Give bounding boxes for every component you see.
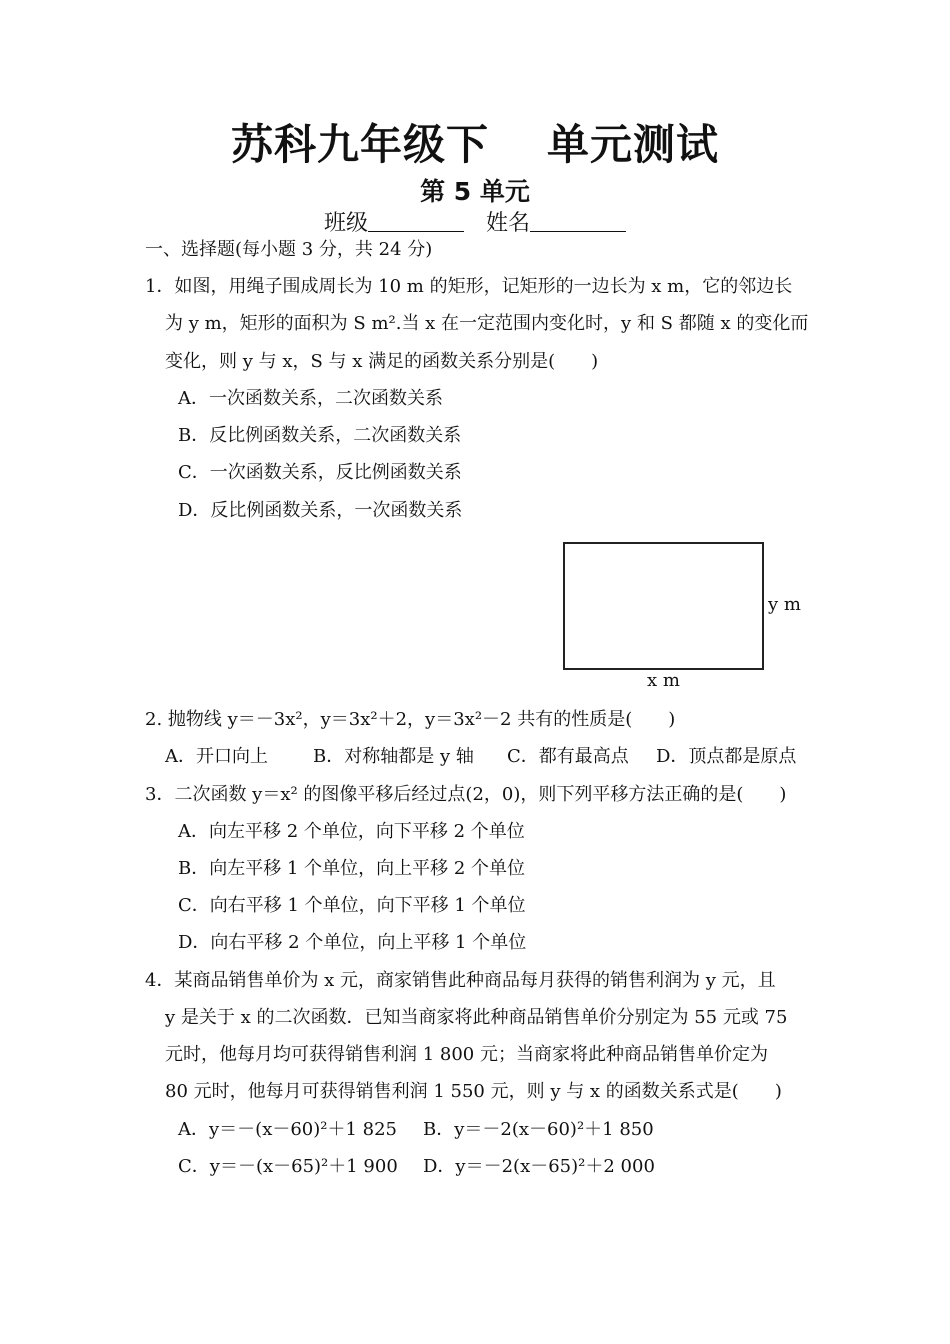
q3-option-c: C．向右平移 1 个单位，向下平移 1 个单位 [178, 895, 526, 916]
class-name-line [0, 206, 950, 237]
q1-option-a: A．一次函数关系，二次函数关系 [178, 388, 443, 409]
page-title [0, 112, 950, 172]
q2-option-c: C．都有最高点 [507, 746, 629, 767]
title-right: 单元测试 [547, 120, 720, 169]
q1-option-b: B．反比例函数关系，二次函数关系 [178, 425, 462, 446]
q1-line-3: 变化，则 y 与 x，S 与 x 满足的函数关系分别是( ) [165, 351, 599, 372]
unit-subtitle: 第 5 单元 [420, 177, 530, 206]
q4-line-1: 4．某商品销售单价为 x 元，商家销售此种商品每月获得的销售利润为 y 元，且 [145, 970, 776, 991]
section-heading: 一、选择题(每小题 3 分，共 24 分) [145, 239, 433, 260]
title-left: 苏科九年级下 [230, 120, 489, 169]
class-blank [368, 211, 464, 232]
q2-option-b: B．对称轴都是 y 轴 [313, 746, 474, 767]
name-blank [530, 211, 626, 232]
figure-label-y: y m [768, 594, 801, 615]
q1-option-c: C．一次函数关系，反比例函数关系 [178, 462, 462, 483]
q4-line-4: 80 元时，他每月可获得销售利润 1 550 元，则 y 与 x 的函数关系式是( ) [165, 1081, 782, 1102]
q4-line-3: 元时，他每月均可获得销售利润 1 800 元；当商家将此种商品销售单价定为 [165, 1044, 768, 1065]
q2-stem: 2. 抛物线 y＝－3x²，y＝3x²＋2，y＝3x²－2 共有的性质是( ) [145, 709, 676, 730]
figure-label-x: x m [647, 670, 680, 691]
q4-option-a: A．y＝－(x－60)²＋1 825 [178, 1119, 398, 1140]
q1-line-2: 为 y m，矩形的面积为 S m².当 x 在一定范围内变化时，y 和 S 都随 x 的变化而 [165, 313, 809, 334]
class-label: 班级 [323, 211, 368, 236]
q2-option-a: A．开口向上 [165, 746, 268, 767]
rectangle-figure [563, 542, 764, 670]
q3-option-d: D．向右平移 2 个单位，向上平移 1 个单位 [178, 932, 527, 953]
q3-option-a: A．向左平移 2 个单位，向下平移 2 个单位 [178, 821, 525, 842]
q2-option-d: D．顶点都是原点 [656, 746, 797, 767]
q4-line-2: y 是关于 x 的二次函数．已知当商家将此种商品销售单价分别定为 55 元或 75 [165, 1007, 788, 1028]
q4-option-b: B．y＝－2(x－60)²＋1 850 [423, 1119, 654, 1140]
q4-option-d: D．y＝－2(x－65)²＋2 000 [423, 1156, 655, 1177]
name-label: 姓名 [486, 211, 531, 236]
q3-option-b: B．向左平移 1 个单位，向上平移 2 个单位 [178, 858, 526, 879]
q1-line-1: 1．如图，用绳子围成周长为 10 m 的矩形，记矩形的一边长为 x m，它的邻边长 [145, 276, 793, 297]
q1-option-d: D．反比例函数关系，一次函数关系 [178, 500, 463, 521]
q3-stem: 3．二次函数 y＝x² 的图像平移后经过点(2，0)，则下列平移方法正确的是( ) [145, 784, 787, 805]
q4-option-c: C．y＝－(x－65)²＋1 900 [178, 1156, 398, 1177]
